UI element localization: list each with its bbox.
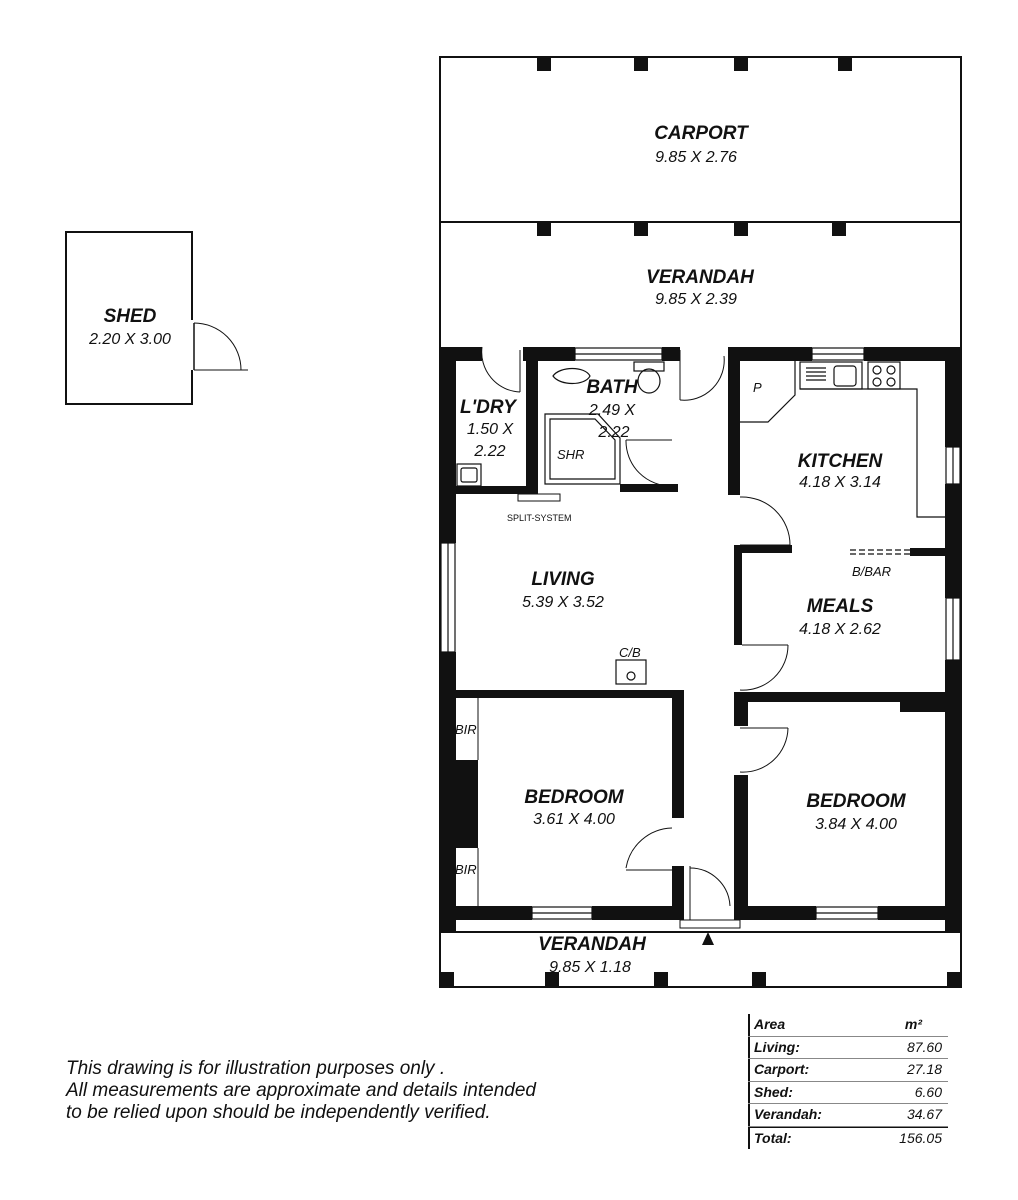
laundry-dims-2: 2.22 <box>474 443 506 460</box>
area-table <box>748 1014 948 1149</box>
verandah-front-name: VERANDAH <box>538 934 646 955</box>
area-row-label: Verandah: <box>754 1106 822 1122</box>
kitchen-dims: 4.18 X 3.14 <box>799 474 881 491</box>
area-row <box>748 1082 948 1105</box>
windows <box>441 348 960 919</box>
area-row <box>748 1037 948 1060</box>
bath-dims-1: 2.49 X <box>588 402 636 419</box>
meals-name: MEALS <box>806 596 874 617</box>
cooktop-icon <box>868 362 900 389</box>
basin-icon <box>553 369 590 384</box>
split-system-label: SPLIT-SYSTEM <box>507 513 572 523</box>
exterior-walls <box>440 347 961 932</box>
area-row-value: 34.67 <box>906 1106 942 1122</box>
area-row-label: Carport: <box>754 1061 810 1077</box>
toilet-cistern-icon <box>634 362 664 371</box>
shower-label: SHR <box>557 447 585 462</box>
laundry-name: L'DRY <box>460 397 516 418</box>
verandah-rear-dims: 9.85 X 2.39 <box>655 291 737 308</box>
kitchen-name: KITCHEN <box>797 451 883 472</box>
area-row-value: 27.18 <box>906 1061 942 1077</box>
shed-dims: 2.20 X 3.00 <box>89 331 171 348</box>
laundry-dims-1: 1.50 X <box>466 421 514 438</box>
shed <box>66 232 248 404</box>
disclaimer <box>66 1058 586 1124</box>
pantry-icon <box>740 361 795 422</box>
bir-top-label: BIR <box>455 722 477 737</box>
disclaimer-line-2: All measurements are approximate and details intended <box>66 1080 536 1101</box>
area-row <box>748 1104 948 1127</box>
bedroom2-dims: 3.84 X 4.00 <box>815 816 897 833</box>
bedroom1-name: BEDROOM <box>524 787 624 808</box>
area-row-value: 6.60 <box>914 1083 942 1100</box>
laundry-trough-icon <box>457 464 481 486</box>
area-header-unit: m² <box>904 1016 922 1032</box>
area-row-value: 156.05 <box>899 1129 942 1146</box>
split-system-icon <box>518 494 560 501</box>
toilet-bowl-icon <box>638 369 660 393</box>
cupboard-label: C/B <box>619 645 641 660</box>
area-row-label: Shed: <box>754 1083 793 1100</box>
disclaimer-line-3: to be relied upon should be independently verified. <box>66 1102 491 1123</box>
breakfast-bar-label: B/BAR <box>852 564 892 579</box>
verandah-front-dims: 9.85 X 1.18 <box>549 959 631 976</box>
cupboard-icon <box>616 660 646 684</box>
area-row-value: 87.60 <box>906 1038 942 1055</box>
pantry-label: P <box>753 380 762 395</box>
area-row-label: Living: <box>754 1038 800 1055</box>
carport-dims: 9.85 X 2.76 <box>655 149 737 166</box>
bedroom2-name: BEDROOM <box>806 791 906 812</box>
shed-name: SHED <box>103 306 157 327</box>
area-row-total <box>748 1127 948 1150</box>
carport-name: CARPORT <box>654 123 748 144</box>
living-name: LIVING <box>531 569 595 590</box>
area-row <box>748 1059 948 1082</box>
meals-dims: 4.18 X 2.62 <box>799 621 881 638</box>
area-header-label: Area <box>754 1016 786 1032</box>
bath-name: BATH <box>586 377 638 398</box>
area-table-header <box>748 1014 948 1037</box>
bath-dims-2: 2.22 <box>598 424 630 441</box>
bedroom1-dims: 3.61 X 4.00 <box>533 811 615 828</box>
bir-bottom-label: BIR <box>455 862 477 877</box>
entry-arrow-icon <box>702 932 714 945</box>
area-row-label: Total: <box>754 1129 792 1146</box>
living-dims: 5.39 X 3.52 <box>522 594 604 611</box>
disclaimer-line-1: This drawing is for illustration purposes only . <box>66 1058 446 1079</box>
verandah-rear-name: VERANDAH <box>646 267 754 288</box>
